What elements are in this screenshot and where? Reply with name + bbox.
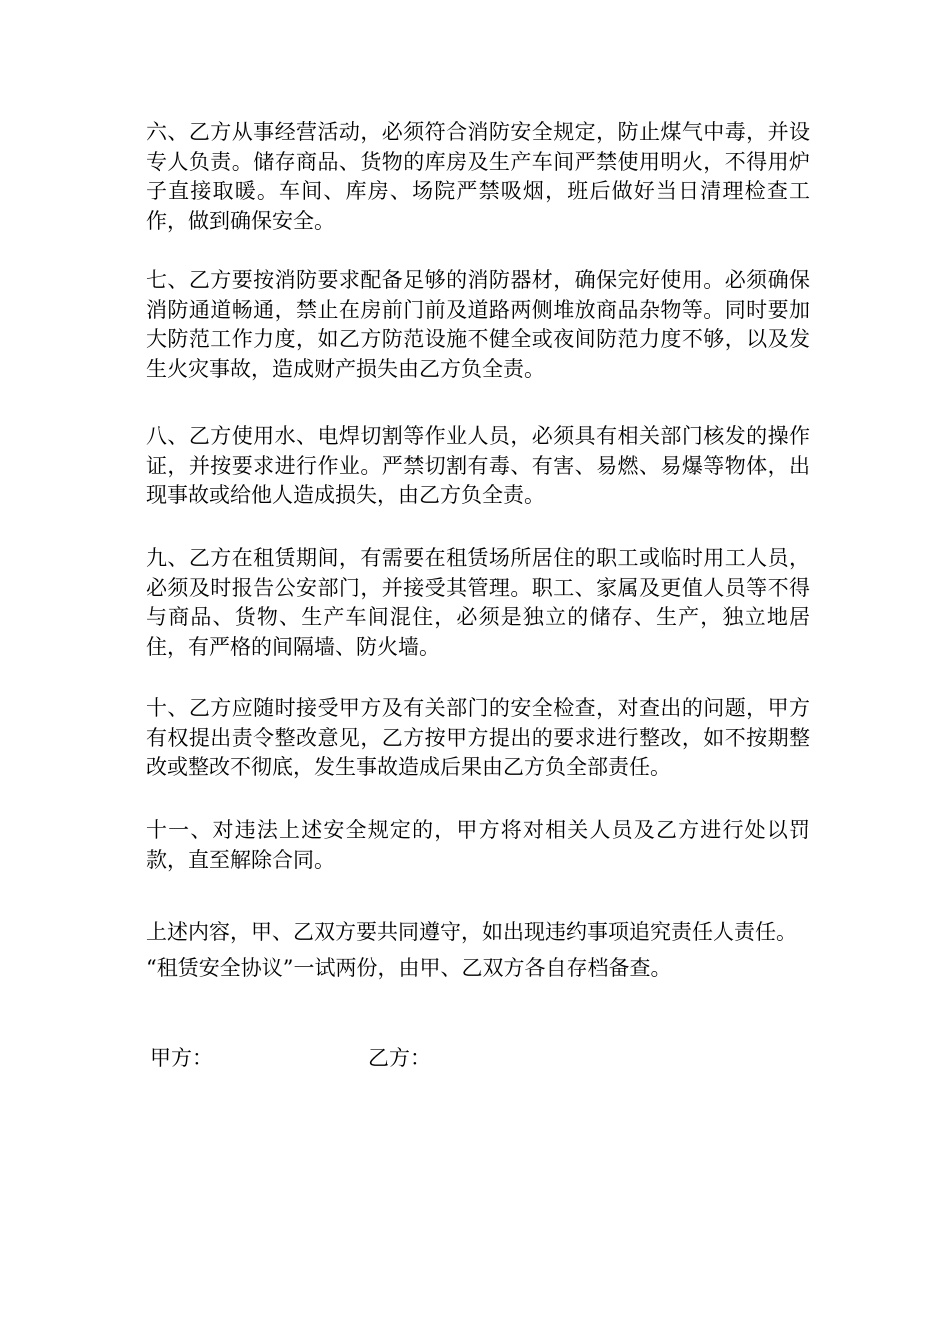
clause-7-paragraph: 七、乙方要按消防要求配备足够的消防器材，确保完好使用。必须确保消防通道畅通，禁止在房前门前及道路两侧堆放商品杂物等。同时要加大防范工作力度，如乙方防范设施不健全或夜间防范力度不够，以及发生火灾事故，造成财产损失由乙方负全责。 <box>146 268 810 381</box>
party-a-signature-label: 甲方： <box>150 1046 213 1070</box>
closing-statement: 上述内容，甲、乙双方要共同遵守，如出现违约事项追究责任人责任。 <box>146 920 797 944</box>
clause-10-paragraph: 十、乙方应随时接受甲方及有关部门的安全检查，对查出的问题，甲方有权提出责令整改意见，乙方按甲方提出的要求进行整改，如不按期整改或整改不彻底，发生事故造成后果由乙方负全部责任。 <box>146 696 810 779</box>
clause-6-paragraph: 六、乙方从事经营活动，必须符合消防安全规定，防止煤气中毒，并设专人负责。储存商品、货物的库房及生产车间严禁使用明火，不得用炉子直接取暖。车间、库房、场院严禁吸烟，班后做好当日清理检查工作，做到确保安全。 <box>146 120 810 233</box>
clause-11-paragraph: 十一、对违法上述安全规定的，甲方将对相关人员及乙方进行处以罚款，直至解除合同。 <box>146 818 810 872</box>
clause-9-paragraph: 九、乙方在租赁期间，有需要在租赁场所居住的职工或临时用工人员，必须及时报告公安部门，并接受其管理。职工、家属及更值人员等不得与商品、货物、生产车间混住，必须是独立的储存、生产，独立地居住，有严格的间隔墙、防火墙。 <box>146 546 810 659</box>
copies-statement: “租赁安全协议”一试两份，由甲、乙双方各自存档备查。 <box>146 956 672 980</box>
clause-8-paragraph: 八、乙方使用水、电焊切割等作业人员，必须具有相关部门核发的操作证，并按要求进行作业。严禁切割有毒、有害、易燃、易爆等物体，出现事故或给他人造成损失，由乙方负全责。 <box>146 424 810 507</box>
party-b-signature-label: 乙方： <box>368 1046 431 1070</box>
